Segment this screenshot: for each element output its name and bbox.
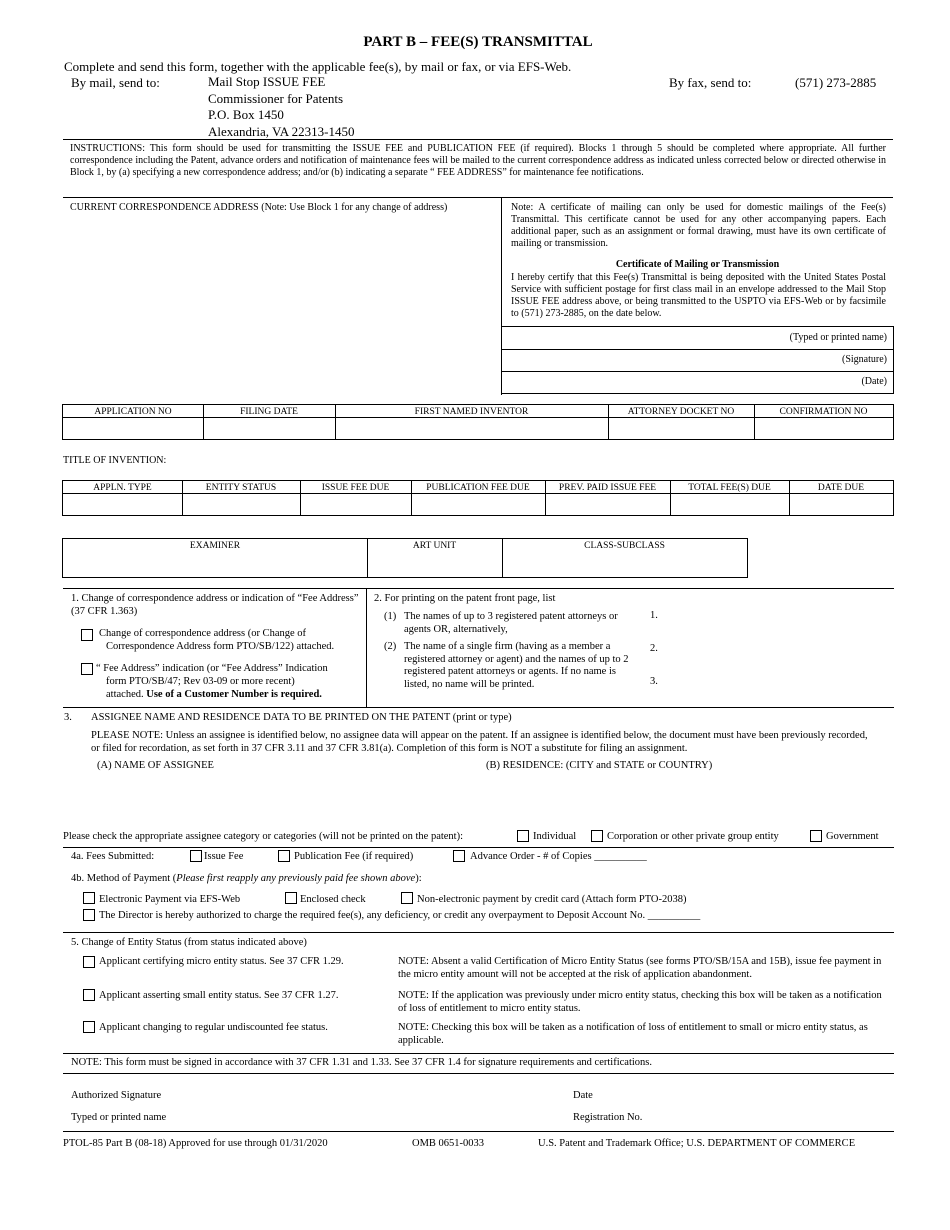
attorney-line-2[interactable]: 2. [650, 643, 658, 654]
divider [63, 1053, 894, 1054]
assignee-residence-field[interactable] [486, 775, 876, 825]
deposit-account-checkbox[interactable] [83, 909, 95, 921]
mail-label: By mail, send to: [71, 75, 160, 90]
fee-address-checkbox[interactable] [81, 663, 93, 675]
date-field[interactable] [502, 371, 893, 393]
small-entity-option: Applicant asserting small entity status. See 37 CFR 1.27. [99, 990, 339, 1001]
block2-item1-num: (1) [384, 611, 397, 622]
header-filing-date: FILING DATE [240, 407, 298, 417]
customer-number-note: Use of a Customer Number is required. [146, 689, 322, 700]
regular-fee-checkbox[interactable] [83, 1021, 95, 1033]
category-individual: Individual [533, 831, 577, 842]
registration-no-field[interactable] [670, 1108, 890, 1126]
fees-submitted-label: 4a. Fees Submitted: [71, 851, 155, 862]
block2-item1: The names of up to 3 registered patent attorneys or agents OR, alternatively, [404, 611, 618, 635]
small-entity-note: NOTE: If the application was previously under micro entity status, checking this box will be taken as a notification of loss of entitlement to micro entity status. [398, 990, 882, 1014]
efs-web-checkbox[interactable] [83, 892, 95, 904]
signature-label: (Signature) [842, 354, 887, 365]
assignee-name-field[interactable] [97, 775, 467, 825]
attorney-line-1[interactable]: 1. [650, 610, 658, 621]
signature-date-label: Date [573, 1090, 593, 1101]
fax-number: (571) 273-2885 [795, 75, 877, 90]
block3-note: PLEASE NOTE: Unless an assignee is identified below, no assignee data will appear on the patent. If an assignee is identified below, the document must have been previously recorded, or filed for recordation, as set forth in 37 CFR 3.11 and 37 CFR 3.81(a). Completion of this form is NOT a substitute for filing an assignment. [91, 730, 868, 754]
micro-entity-note: NOTE: Absent a valid Certification of Micro Entity Status (see forms PTO/SB/15A and 15B), issue fee payment in the micro entity amount will not be accepted at the risk of application abandonment. [398, 956, 882, 980]
enclosed-check-checkbox[interactable] [285, 892, 297, 904]
block2-item2: The name of a single firm (having as a member a registered attorney or agent) and the names of up to 2 registered patent attorneys or agents. If no name is listed, no name will be printed. [404, 641, 629, 690]
divider [63, 932, 894, 933]
header-attorney-docket-no: ATTORNEY DOCKET NO [627, 407, 735, 417]
certificate-title: Certificate of Mailing or Transmission [615, 259, 780, 270]
advance-order-checkbox[interactable] [453, 850, 465, 862]
issue-fee-checkbox[interactable] [190, 850, 202, 862]
category-corporation: Corporation or other private group entity [607, 831, 779, 842]
deposit-account-option: The Director is hereby authorized to charge the required fee(s), any deficiency, or credit any overpayment to Deposit Account No. __________ [99, 910, 701, 921]
examiner-table [62, 538, 748, 578]
micro-entity-checkbox[interactable] [83, 956, 95, 968]
fee-address-option: form PTO/SB/47; Rev 03-09 or more recent) [106, 676, 295, 687]
block1-title: 1. Change of correspondence address or indication of “Fee Address” (37 CFR 1.363) [71, 593, 359, 617]
certificate-fields [501, 326, 894, 394]
signature-field[interactable] [502, 349, 893, 372]
government-checkbox[interactable] [810, 830, 822, 842]
certificate-text: I hereby certify that this Fee(s) Transmittal is being deposited with the United States Postal Service with sufficient postage for first class mail in an envelope addressed to the Mail Stop ISSUE FEE address above, or being transmitted to the USPTO via EFS-Web or by facsimile to (571) 273-2885, on the date below. [511, 272, 886, 319]
payment-method-label-start: 4b. Method of Payment ( [71, 873, 177, 884]
mail-address-line: Commissioner for Patents [208, 90, 344, 106]
divider [63, 139, 893, 140]
block5-title: 5. Change of Entity Status (from status indicated above) [71, 937, 307, 948]
efs-web-option: Electronic Payment via EFS-Web [99, 894, 241, 905]
divider [63, 417, 893, 418]
divider [63, 1131, 894, 1132]
divider [63, 847, 894, 848]
header-art-unit: ART UNIT [412, 541, 457, 551]
regular-fee-note: NOTE: Checking this box will be taken as a notification of loss of entitlement to small or micro entity status, as applicable. [398, 1022, 868, 1046]
mail-address-line: Alexandria, VA 22313-1450 [208, 123, 355, 139]
certificate-note: Note: A certificate of mailing can only be used for domestic mailings of the Fee(s) Transmittal. This certificate cannot be used for any other accompanying papers. Each additional paper, such as an assignment or formal drawing, must have its own certificate of mailing or transmission. [511, 202, 886, 249]
header-first-named-inventor: FIRST NAMED INVENTOR [414, 407, 529, 417]
fax-label: By fax, send to: [669, 75, 752, 90]
header-confirmation-no: CONFIRMATION NO [779, 407, 868, 417]
instructions: INSTRUCTIONS: This form should be used for transmitting the ISSUE FEE and PUBLICATION FEE (if required). Blocks 1 through 5 should be completed where appropriate. All further correspondence including the Patent, advance orders and notification of maintenance fees will be mailed to the current correspondence address as indicated unless corrected below or directed otherwise in Block 1, by (a) specifying a new correspondence address; and/or (b) indicating a separate “ FEE ADDRESS” for maintenance fee notifications. [70, 143, 886, 178]
issue-fee-option: Issue Fee [204, 851, 244, 862]
individual-checkbox[interactable] [517, 830, 529, 842]
registration-no-label: Registration No. [573, 1112, 643, 1123]
assignee-category-prompt: Please check the appropriate assignee category or categories (will not be printed on the patent): [63, 831, 464, 842]
advance-order-option: Advance Order - # of Copies __________ [470, 851, 647, 862]
authorized-signature-label: Authorized Signature [71, 1090, 162, 1101]
fee-address-option: “ Fee Address” indication (or “Fee Address” Indication [96, 663, 328, 674]
header-issue-fee-due: ISSUE FEE DUE [321, 483, 390, 493]
title-of-invention-label: TITLE OF INVENTION: [63, 455, 167, 466]
change-address-option: Change of correspondence address (or Change of [99, 628, 307, 639]
header-prev-paid-issue-fee: PREV. PAID ISSUE FEE [558, 483, 657, 493]
typed-name-label: (Typed or printed name) [789, 332, 887, 343]
block2-item2-num: (2) [384, 641, 397, 652]
typed-name-field[interactable] [502, 327, 893, 350]
divider [63, 1073, 894, 1074]
header-examiner: EXAMINER [189, 541, 241, 551]
fee-address-attached: attached. [106, 689, 147, 700]
corporation-checkbox[interactable] [591, 830, 603, 842]
block3-title: ASSIGNEE NAME AND RESIDENCE DATA TO BE PRINTED ON THE PATENT (print or type) [91, 712, 512, 723]
form-title: PART B – FEE(S) TRANSMITTAL [363, 34, 593, 50]
fee-table [62, 480, 894, 516]
payment-method-note: Please first reapply any previously paid fee shown above [176, 873, 416, 884]
assignee-residence-label: (B) RESIDENCE: (CITY and STATE or COUNTRY) [486, 760, 713, 771]
signature-date-field[interactable] [610, 1086, 890, 1104]
authorized-signature-field[interactable] [190, 1086, 560, 1104]
attorney-line-3[interactable]: 3. [650, 676, 658, 687]
enclosed-check-option: Enclosed check [300, 894, 366, 905]
publication-fee-checkbox[interactable] [278, 850, 290, 862]
credit-card-checkbox[interactable] [401, 892, 413, 904]
correspondence-address-label: CURRENT CORRESPONDENCE ADDRESS (Note: Use Block 1 for any change of address) [70, 202, 448, 213]
header-class-subclass: CLASS-SUBCLASS [584, 541, 665, 551]
mail-address [208, 74, 354, 140]
category-government: Government [826, 831, 879, 842]
block3-num: 3. [64, 712, 72, 723]
typed-name-input[interactable] [190, 1108, 560, 1126]
change-address-option: Correspondence Address form PTO/SB/122) attached. [106, 641, 335, 652]
signature-note: NOTE: This form must be signed in accordance with 37 CFR 1.31 and 1.33. See 37 CFR 1.4 for signature requirements and certifications. [71, 1057, 652, 1068]
intro-text: Complete and send this form, together with the applicable fee(s), by mail or fax, or via EFS-Web. [64, 59, 572, 74]
divider [63, 707, 894, 708]
mail-address-line: Mail Stop ISSUE FEE [208, 74, 326, 89]
agency-name: U.S. Patent and Trademark Office; U.S. DEPARTMENT OF COMMERCE [538, 1138, 856, 1149]
block2-title: 2. For printing on the patent front page, list [374, 593, 556, 604]
regular-fee-option: Applicant changing to regular undiscounted fee status. [99, 1022, 328, 1033]
correspondence-address-area[interactable] [70, 216, 495, 396]
header-application-no: APPLICATION NO [94, 407, 172, 417]
header-appln-type: APPLN. TYPE [93, 483, 152, 493]
divider [366, 588, 367, 707]
header-publication-fee-due: PUBLICATION FEE DUE [426, 483, 530, 493]
header-total-fees-due: TOTAL FEE(S) DUE [688, 483, 771, 493]
payment-method-label-end: ): [415, 873, 422, 884]
header-date-due: DATE DUE [817, 483, 865, 493]
typed-name-label: Typed or printed name [71, 1112, 167, 1123]
divider [63, 197, 893, 198]
fee-address-option [106, 689, 322, 702]
divider [63, 493, 893, 494]
omb-number: OMB 0651-0033 [412, 1138, 485, 1149]
divider [63, 588, 894, 589]
micro-entity-option: Applicant certifying micro entity status. See 37 CFR 1.29. [99, 956, 344, 967]
mail-address-line: P.O. Box 1450 [208, 107, 284, 122]
header-entity-status: ENTITY STATUS [205, 483, 277, 493]
application-table [62, 404, 894, 440]
publication-fee-option: Publication Fee (if required) [294, 851, 414, 862]
credit-card-option: Non-electronic payment by credit card (Attach form PTO-2038) [417, 894, 687, 905]
assignee-name-label: (A) NAME OF ASSIGNEE [97, 760, 214, 771]
form-id: PTOL-85 Part B (08-18) Approved for use through 01/31/2020 [63, 1138, 328, 1149]
date-label: (Date) [861, 376, 887, 387]
change-address-checkbox[interactable] [81, 629, 93, 641]
small-entity-checkbox[interactable] [83, 989, 95, 1001]
payment-method-label [71, 873, 422, 886]
